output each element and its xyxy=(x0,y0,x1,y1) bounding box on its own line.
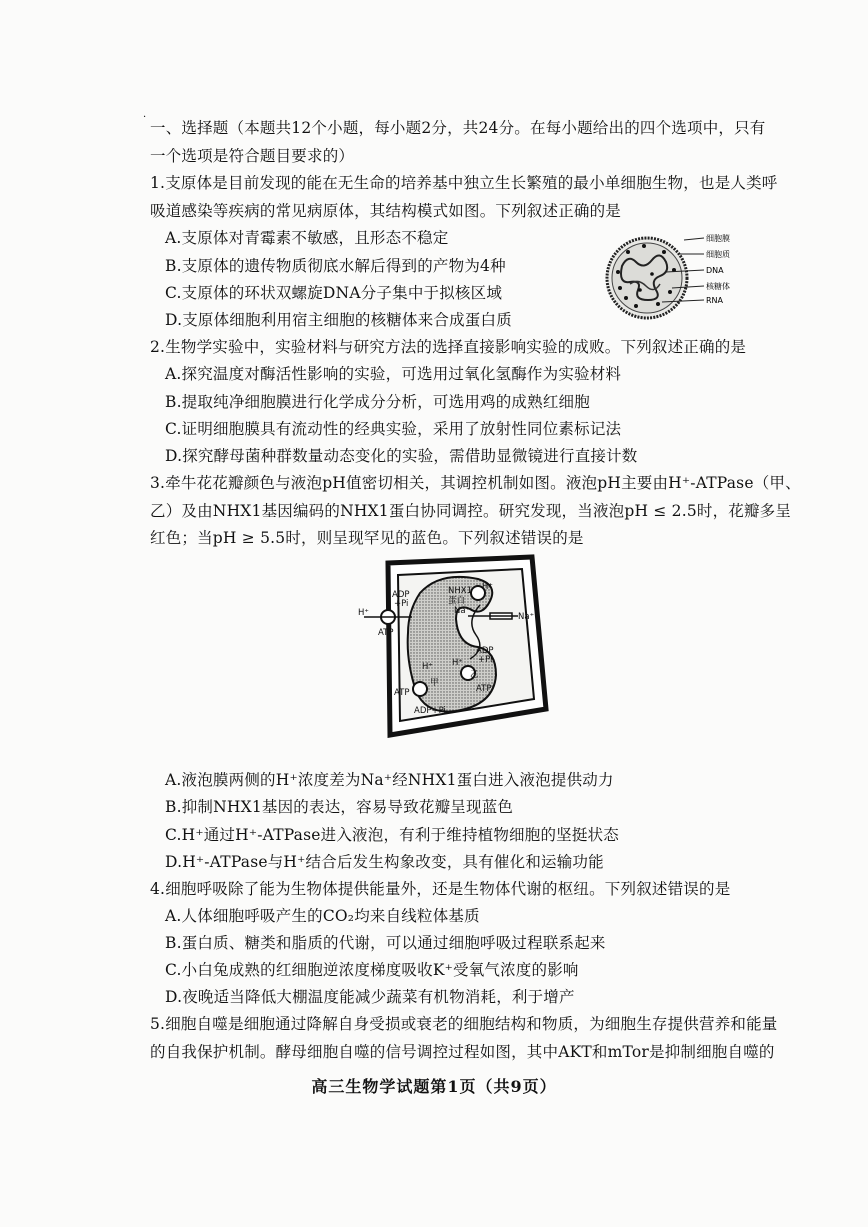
q2-option-a: A.探究温度对酶活性影响的实验，可选用过氧化氢酶作为实验材料 xyxy=(165,365,622,383)
q3-stem: 3.牵牛花花瓣颜色与液泡pH值密切相关，其调控机制如图。液泡pH主要由H⁺-ATPase（甲、 xyxy=(150,474,801,492)
q1-option-a: A.支原体对青霉素不敏感，且形态不稳定 xyxy=(165,229,449,247)
label-h-left: H⁺ xyxy=(358,608,369,618)
q1-option-b: B.支原体的遗传物质彻底水解后得到的产物为4种 xyxy=(165,257,506,275)
label-pi-top: +Pi xyxy=(394,599,409,609)
label-atp-left: ATP xyxy=(378,628,394,638)
label-pi-right: +Pi xyxy=(478,655,493,665)
q4-option-d: D.夜晚适当降低大棚温度能减少蔬菜有机物消耗，利于增产 xyxy=(165,988,575,1006)
label-na-right: Na⁺ xyxy=(518,612,535,622)
label-atp-bottom: ATP xyxy=(394,688,410,698)
mycoplasma-diagram xyxy=(600,226,740,336)
q2-option-c: C.证明细胞膜具有流动性的经典实验，采用了放射性同位素标记法 xyxy=(165,420,622,438)
label-atp-right: ATP xyxy=(476,684,492,694)
q2-option-d: D.探究酵母菌种群数量动态变化的实验，需借助显微镜进行直接计数 xyxy=(165,447,638,465)
label-cell-membrane: 细胞膜 xyxy=(706,234,730,243)
label-h-inner1: H⁺ xyxy=(422,662,433,672)
section-title: 一、选择题（本题共12个小题，每小题2分，共24分。在每小题给出的四个选项中，只有 xyxy=(150,119,766,137)
q3-stem-cont2: 红色；当pH ≥ 5.5时，则呈现罕见的蓝色。下列叙述错误的是 xyxy=(150,529,584,547)
q2-stem: 2.生物学实验中，实验材料与研究方法的选择直接影响实验的成败。下列叙述正确的是 xyxy=(150,338,747,356)
label-na-inner: Na⁺ xyxy=(454,606,471,616)
label-adp-top: ADP xyxy=(392,590,410,600)
q2-option-b: B.提取纯净细胞膜进行化学成分分析，可选用鸡的成熟红细胞 xyxy=(165,393,590,411)
scan-mark: · xyxy=(143,112,147,123)
label-jia: 甲 xyxy=(430,678,439,688)
label-rna: RNA xyxy=(706,296,724,305)
q1-stem-cont: 吸道感染等疾病的常见病原体，其结构模式如图。下列叙述正确的是 xyxy=(150,202,622,220)
q4-option-c: C.小白兔成熟的红细胞逆浓度梯度吸收K⁺受氧气浓度的影响 xyxy=(165,961,579,979)
q3-stem-cont1: 乙）及由NHX1基因编码的NHX1蛋白协同调控。研究发现，当液泡pH ≤ 2.5时，花瓣多呈 xyxy=(150,502,792,520)
label-ribosome: 核糖体 xyxy=(706,282,730,291)
q3-option-d: D.H⁺-ATPase与H⁺结合后发生构象改变，具有催化和运输功能 xyxy=(165,853,604,871)
q3-option-b: B.抑制NHX1基因的表达，容易导致花瓣呈现蓝色 xyxy=(165,798,514,816)
label-nhx1: NHX1 xyxy=(448,586,472,596)
label-protein: 蛋白 xyxy=(448,596,466,606)
q1-stem: 1.支原体是目前发现的能在无生命的培养基中独立生长繁殖的最小单细胞生物，也是人类呼 xyxy=(150,174,778,192)
label-h-inner2: H⁺ xyxy=(452,658,463,668)
label-yi: 乙 xyxy=(470,670,479,680)
q1-option-c: C.支原体的环状双螺旋DNA分子集中于拟核区域 xyxy=(165,284,503,302)
q5-stem-cont: 的自我保护机制。酵母细胞自噬的信号调控过程如图，其中AKT和mTor是抑制细胞自噬的 xyxy=(150,1043,775,1061)
page-footer: 高三生物学试题第1页（共9页） xyxy=(311,1077,557,1096)
q4-option-b: B.蛋白质、糖类和脂质的代谢，可以通过细胞呼吸过程联系起来 xyxy=(165,934,606,952)
vacuole-diagram xyxy=(350,553,550,743)
q1-option-d: D.支原体细胞利用宿主细胞的核糖体来合成蛋白质 xyxy=(165,311,512,329)
label-cytoplasm: 细胞质 xyxy=(706,250,730,259)
q3-option-a: A.液泡膜两侧的H⁺浓度差为Na⁺经NHX1蛋白进入液泡提供动力 xyxy=(165,771,614,789)
label-h-top: H⁺ xyxy=(482,582,493,592)
q3-option-c: C.H⁺通过H⁺-ATPase进入液泡，有利于维持植物细胞的坚挺状态 xyxy=(165,826,619,844)
q4-stem: 4.细胞呼吸除了能为生物体提供能量外，还是生物体代谢的枢纽。下列叙述错误的是 xyxy=(150,880,731,898)
label-adp-right: ADP xyxy=(476,646,494,656)
label-adp-bottom: ADP+Pi xyxy=(414,706,446,716)
q5-stem: 5.细胞自噬是细胞通过降解自身受损或衰老的细胞结构和物质，为细胞生存提供营养和能量 xyxy=(150,1015,778,1033)
q4-option-a: A.人体细胞呼吸产生的CO₂均来自线粒体基质 xyxy=(165,907,480,925)
section-title-cont: 一个选项是符合题目要求的） xyxy=(150,147,355,165)
label-dna: DNA xyxy=(706,266,724,275)
